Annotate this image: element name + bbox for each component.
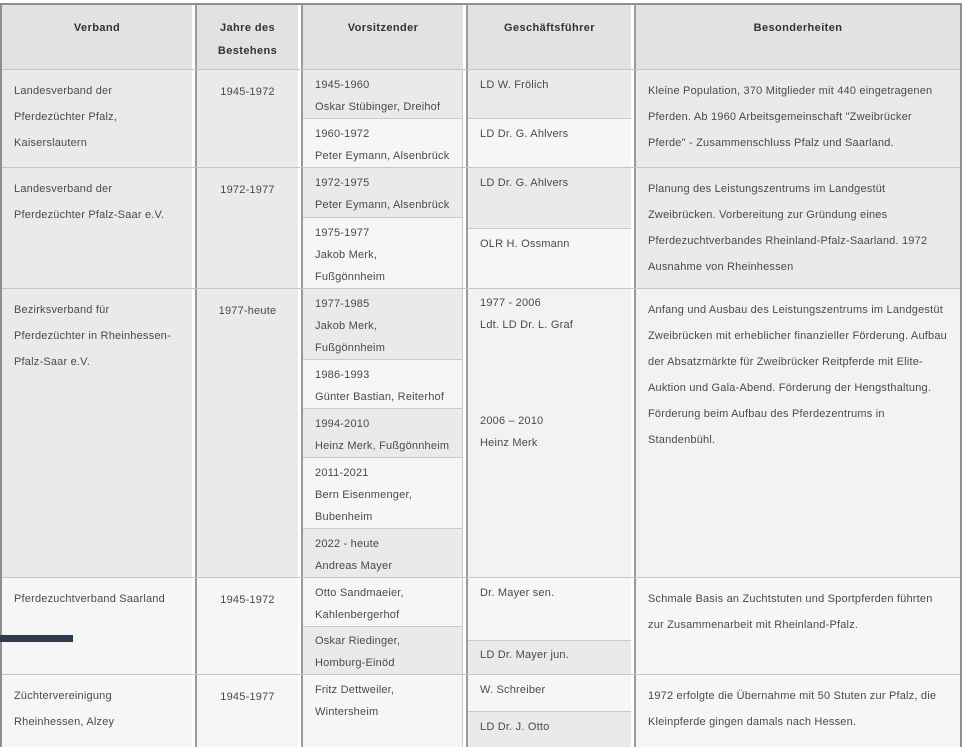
cell-geschaeftsfuehrer bbox=[466, 675, 631, 747]
period: 1945-1960 bbox=[315, 74, 450, 96]
period: 1975-1977 bbox=[315, 222, 450, 244]
period: 2006 – 2010 bbox=[480, 410, 619, 432]
geschaeftsfuehrer-entry bbox=[480, 292, 619, 336]
cell-vorsitzender bbox=[301, 70, 463, 167]
cell-vorsitzender bbox=[301, 675, 463, 747]
vorsitzender-entry bbox=[303, 119, 462, 167]
cell-besonderheiten: Schmale Basis an Zuchtstuten und Sportpferden führten zur Zusammenarbeit mit Rheinland-Pfalz. bbox=[634, 578, 960, 674]
period: 1994-2010 bbox=[315, 413, 450, 435]
geschaeftsfuehrer-entry bbox=[468, 641, 631, 674]
name: Peter Eymann, Alsenbrück bbox=[315, 194, 450, 216]
period: 1986-1993 bbox=[315, 364, 450, 386]
header-geschaeftsfuehrer: Geschäftsführer bbox=[466, 5, 631, 69]
geschaeftsfuehrer-entry bbox=[468, 168, 631, 229]
cell-vorsitzender bbox=[301, 578, 463, 674]
name: LD Dr. G. Ahlvers bbox=[480, 172, 619, 194]
cell-verband: Züchtervereinigung Rheinhessen, Alzey bbox=[2, 675, 192, 747]
header-verband: Verband bbox=[2, 5, 192, 69]
name: Oskar Stübinger, Dreihof bbox=[315, 96, 450, 118]
period: 2022 - heute bbox=[315, 533, 450, 555]
name: Heinz Merk, Fußgönnheim bbox=[315, 435, 450, 457]
geschaeftsfuehrer-entry bbox=[468, 119, 631, 167]
cell-besonderheiten: Kleine Population, 370 Mitglieder mit 440 eingetragenen Pferden. Ab 1960 Arbeitsgemeinschaft "Zweibrücker Pferde" - Zusammenschluss Pfalz und Saarland. bbox=[634, 70, 960, 167]
association-table bbox=[0, 3, 962, 747]
name: Otto Sandmaeier, Kahlenbergerhof bbox=[315, 582, 450, 626]
cell-jahre: 1945-1972 bbox=[195, 70, 298, 167]
header-besonderheiten: Besonderheiten bbox=[634, 5, 960, 69]
cell-verband: Landesverband der Pferdezüchter Pfalz-Saar e.V. bbox=[2, 168, 192, 288]
cell-verband: Bezirksverband für Pferdezüchter in Rheinhessen-Pfalz-Saar e.V. bbox=[2, 289, 192, 577]
vorsitzender-entry bbox=[303, 360, 462, 409]
cell-jahre: 1945-1977 bbox=[195, 675, 298, 747]
name: Andreas Mayer bbox=[315, 555, 450, 577]
name: Fritz Dettweiler, Wintersheim bbox=[315, 679, 450, 723]
vorsitzender-entry bbox=[303, 409, 462, 458]
cell-geschaeftsfuehrer bbox=[466, 289, 631, 577]
period: 1977-1985 bbox=[315, 293, 450, 315]
cell-vorsitzender bbox=[301, 168, 463, 288]
table-row bbox=[2, 288, 960, 577]
cell-verband: Landesverband der Pferdezüchter Pfalz, Kaiserslautern bbox=[2, 70, 192, 167]
name: Jakob Merk, Fußgönnheim bbox=[315, 244, 450, 288]
cell-jahre: 1977-heute bbox=[195, 289, 298, 577]
vorsitzender-entry bbox=[303, 168, 462, 218]
name: Ldt. LD Dr. L. Graf bbox=[480, 314, 619, 336]
vorsitzender-entry bbox=[303, 627, 462, 674]
name: LD W. Frölich bbox=[480, 74, 619, 96]
header-vorsitzender: Vorsitzender bbox=[301, 5, 463, 69]
cell-vorsitzender bbox=[301, 289, 463, 577]
period: 1977 - 2006 bbox=[480, 292, 619, 314]
table-row bbox=[2, 577, 960, 674]
geschaeftsfuehrer-entry bbox=[468, 229, 631, 289]
name: Heinz Merk bbox=[480, 432, 619, 454]
table-row bbox=[2, 674, 960, 747]
vorsitzender-entry bbox=[303, 289, 462, 360]
cell-jahre: 1972-1977 bbox=[195, 168, 298, 288]
name: Dr. Mayer sen. bbox=[480, 582, 619, 604]
name: W. Schreiber bbox=[480, 679, 619, 701]
name: LD Dr. G. Ahlvers bbox=[480, 123, 619, 145]
period: 1972-1975 bbox=[315, 172, 450, 194]
geschaeftsfuehrer-entry bbox=[468, 712, 631, 747]
table-row bbox=[2, 167, 960, 288]
period: 1960-1972 bbox=[315, 123, 450, 145]
name: Peter Eymann, Alsenbrück bbox=[315, 145, 450, 167]
cell-geschaeftsfuehrer bbox=[466, 168, 631, 288]
table-row bbox=[2, 69, 960, 167]
cell-jahre: 1945-1972 bbox=[195, 578, 298, 674]
vorsitzender-entry bbox=[303, 578, 462, 627]
name: OLR H. Ossmann bbox=[480, 233, 619, 255]
cell-geschaeftsfuehrer bbox=[466, 578, 631, 674]
table-header bbox=[2, 5, 960, 69]
cell-besonderheiten: Anfang und Ausbau des Leistungszentrums im Landgestüt Zweibrücken mit erheblicher finanzieller Förderung. Aufbau der Absatzmärkte für Zweibrücker Reitpferde mit Elite-Auktion und Gala-Abend. Förderung der Hengsthaltung. Förderung beim Aufbau des Pferdezentrums in Standenbühl. bbox=[634, 289, 960, 577]
name: Bern Eisenmenger, Bubenheim bbox=[315, 484, 450, 528]
name: LD Dr. Mayer jun. bbox=[480, 644, 619, 666]
name: Günter Bastian, Reiterhof bbox=[315, 386, 450, 408]
period: 2011-2021 bbox=[315, 462, 450, 484]
vorsitzender-entry bbox=[303, 70, 462, 119]
geschaeftsfuehrer-entry bbox=[480, 410, 619, 454]
vorsitzender-entry bbox=[303, 218, 462, 289]
name: Jakob Merk, Fußgönnheim bbox=[315, 315, 450, 359]
cell-geschaeftsfuehrer bbox=[466, 70, 631, 167]
cell-besonderheiten: 1972 erfolgte die Übernahme mit 50 Stuten zur Pfalz, die Kleinpferde gingen damals nach Hessen. bbox=[634, 675, 960, 747]
vorsitzender-entry bbox=[303, 529, 462, 577]
cell-besonderheiten: Planung des Leistungszentrums im Landgestüt Zweibrücken. Vorbereitung zur Gründung eines Pferdezuchtverbandes Rheinland-Pfalz-Saarland. 1972 Ausnahme von Rheinhessen bbox=[634, 168, 960, 288]
vorsitzender-entry bbox=[303, 675, 462, 747]
name: LD Dr. J. Otto bbox=[480, 716, 619, 738]
geschaeftsfuehrer-entry bbox=[468, 675, 631, 712]
name: Oskar Riedinger, Homburg-Einöd bbox=[315, 630, 450, 674]
cell-verband: Pferdezuchtverband Saarland bbox=[2, 578, 192, 674]
geschaeftsfuehrer-entry bbox=[468, 70, 631, 119]
header-jahre: Jahre des Bestehens bbox=[195, 5, 298, 69]
vorsitzender-entry bbox=[303, 458, 462, 529]
geschaeftsfuehrer-entry bbox=[468, 578, 631, 641]
